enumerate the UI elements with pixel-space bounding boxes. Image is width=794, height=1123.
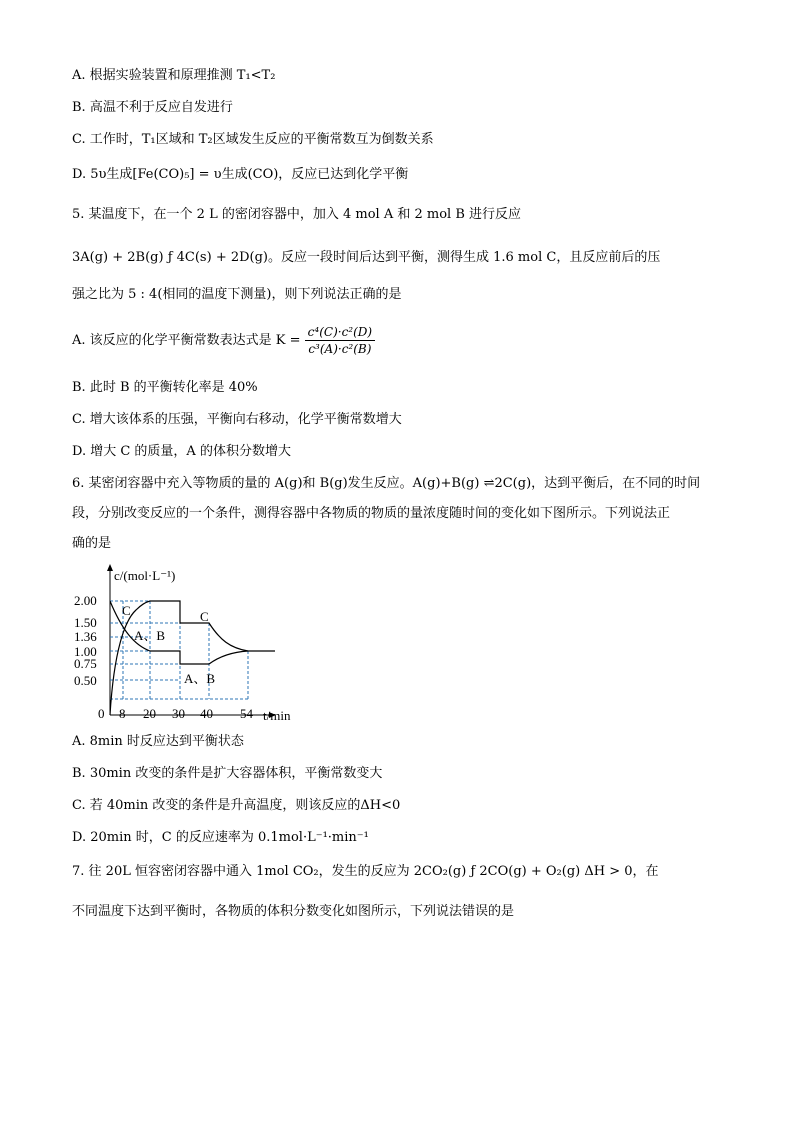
q6-stem-line-1: 6. 某密闭容器中充入等物质的量的 A(g)和 B(g)发生反应。A(g)+B(g) ⇌2C(g)，达到平衡后，在不同的时间 <box>72 476 701 491</box>
y-tick-label: 0.50 <box>74 673 97 688</box>
q5-option-d: D. 增大 C 的质量，A 的体积分数增大 <box>72 444 291 459</box>
q6-option-b: B. 30min 改变的条件是扩大容器体积，平衡常数变大 <box>72 766 383 781</box>
ab-curve <box>110 601 248 664</box>
y-tick-label: 1.00 <box>74 644 97 659</box>
q4-option-a: A. 根据实验装置和原理推测 T₁<T₂ <box>72 68 276 83</box>
x-tick-label: 0 <box>98 706 105 721</box>
x-tick-label: 30 <box>172 706 185 721</box>
q4-option-b: B. 高温不利于反应自发进行 <box>72 100 233 115</box>
curve-label-c-second: C <box>200 609 209 624</box>
fraction-denominator: c³(A)·c²(B) <box>308 342 372 356</box>
fraction-numerator: c⁴(C)·c²(D) <box>305 324 375 341</box>
y-tick-label: 1.50 <box>74 615 97 630</box>
x-tick-label: 54 <box>240 706 253 721</box>
concentration-time-graph <box>70 560 310 725</box>
q6-stem-line-3: 确的是 <box>72 536 112 551</box>
q7-stem-line-1: 7. 往 20L 恒容密闭容器中通入 1mol CO₂，发生的反应为 2CO₂(g) ƒ 2CO(g) + O₂(g) ΔH > 0，在 <box>72 864 659 879</box>
q5-option-a-prefix: A. 该反应的化学平衡常数表达式是 K = <box>72 333 301 348</box>
q4-option-c: C. 工作时，T₁区域和 T₂区域发生反应的平衡常数互为倒数关系 <box>72 132 434 147</box>
equilibrium-constant-fraction <box>305 324 375 357</box>
q5-option-c: C. 增大该体系的压强，平衡向右移动，化学平衡常数增大 <box>72 412 402 427</box>
curve-label-ab: A、B <box>134 628 166 643</box>
y-axis-arrow-icon <box>107 564 113 571</box>
q4-option-d: D. 5υ生成[Fe(CO)₅] = υ生成(CO)，反应已达到化学平衡 <box>72 167 409 182</box>
q5-stem-line-1: 5. 某温度下，在一个 2 L 的密闭容器中，加入 4 mol A 和 2 mol B 进行反应 <box>72 207 522 222</box>
y-tick-label: 1.36 <box>74 629 97 644</box>
q5-option-a <box>72 318 375 364</box>
q7-stem-line-2: 不同温度下达到平衡时，各物质的体积分数变化如图所示，下列说法错误的是 <box>72 904 515 919</box>
x-tick-label: 40 <box>200 706 213 721</box>
x-tick-label: 20 <box>143 706 156 721</box>
x-axis-label: t/min <box>263 708 291 723</box>
q6-option-c: C. 若 40min 改变的条件是升高温度，则该反应的ΔH<0 <box>72 798 401 813</box>
curve-label-ab-second: A、B <box>184 671 216 686</box>
q5-option-b: B. 此时 B 的平衡转化率是 40% <box>72 380 258 395</box>
q6-stem-line-2: 段，分别改变反应的一个条件，测得容器中各物质的物质的量浓度随时间的变化如下图所示。下列说法正 <box>72 506 671 521</box>
curve-label-c: C <box>122 603 131 618</box>
q5-stem-line-2: 3A(g) + 2B(g) ƒ 4C(s) + 2D(g)。反应一段时间后达到平衡，测得生成 1.6 mol C，且反应前后的压 <box>72 250 661 265</box>
q6-option-d: D. 20min 时，C 的反应速率为 0.1mol·L⁻¹·min⁻¹ <box>72 830 369 845</box>
c-curve <box>110 601 275 715</box>
concentration-curves <box>110 601 275 715</box>
q6-option-a: A. 8min 时反应达到平衡状态 <box>72 734 244 749</box>
x-tick-label: 8 <box>119 706 126 721</box>
y-axis-label: c/(mol·L⁻¹) <box>114 568 176 583</box>
y-tick-label: 2.00 <box>74 593 97 608</box>
y-tick-label: 0.75 <box>74 656 97 671</box>
q5-stem-line-3: 强之比为 5 : 4(相同的温度下测量)，则下列说法正确的是 <box>72 287 402 302</box>
